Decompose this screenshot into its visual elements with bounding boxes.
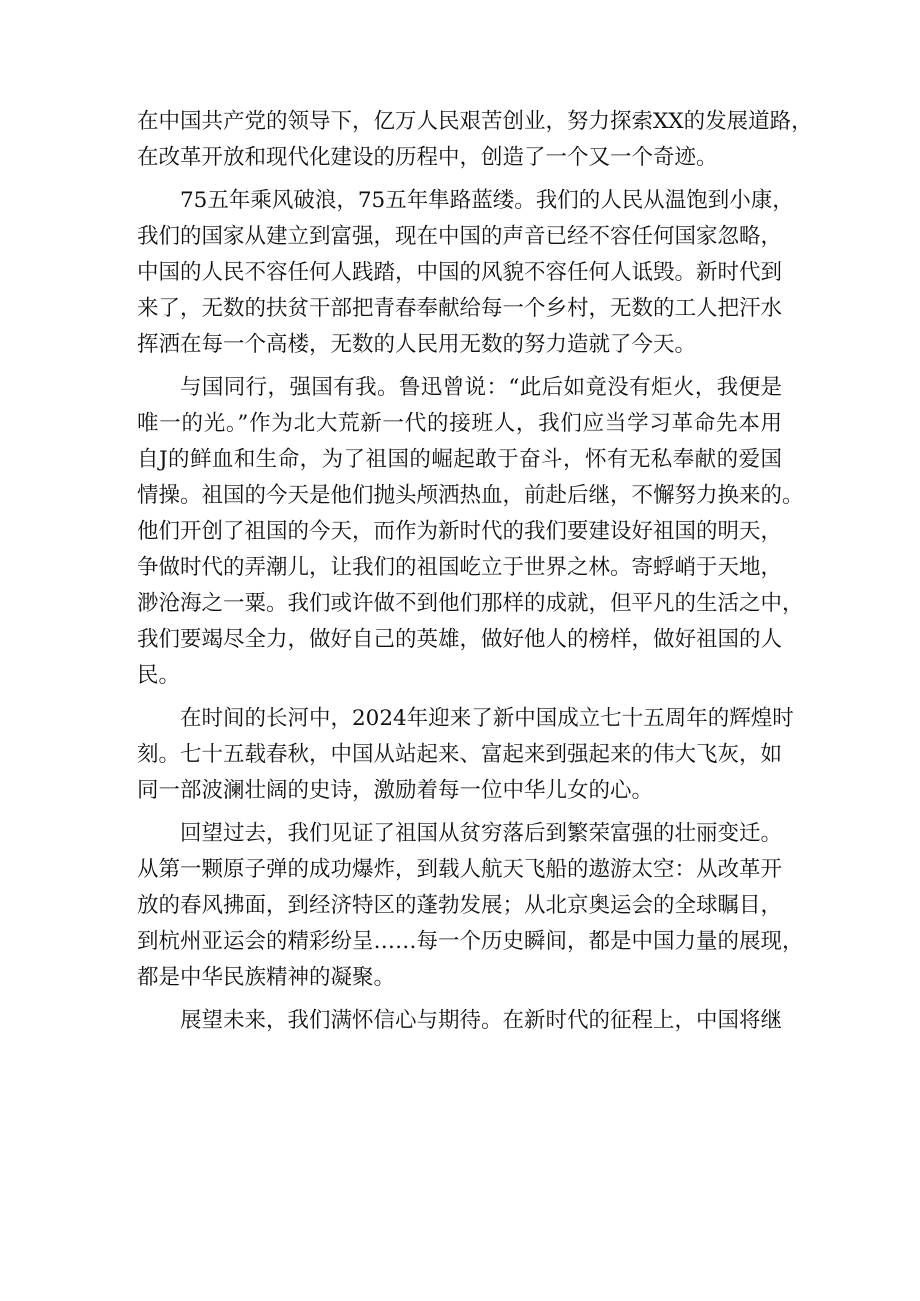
text-line: 展望未来，我们满怀信心与期待。在新时代的征程上，中国将继 <box>180 1008 783 1033</box>
text-line: 同一部波澜壮阔的史诗，激励着每一位中华儿女的心。 <box>137 778 654 803</box>
text-line: 他们开创了祖国的今天，而作为新时代的我们要建设好祖国的明天， <box>137 519 783 544</box>
text-line: 自J的鲜血和生命，为了祖国的崛起敢于奋斗，怀有无私奉献的爱国 <box>137 447 782 472</box>
text-line: 回望过去，我们见证了祖国从贫穷落后到繁荣富强的壮丽变迁。 <box>180 821 783 846</box>
text-line: 刻。七十五载春秋，中国从站起来、富起来到强起来的伟大飞灰，如 <box>137 742 783 767</box>
text-line: 从第一颗原子弹的成功爆炸，到载人航天飞船的遨游太空：从改革开 <box>137 857 783 882</box>
text-line: 情操。祖国的今天是他们抛头颅洒热血，前赴后继，不懈努力换来的。 <box>137 483 804 508</box>
text-line: 到杭州亚运会的精彩纷呈……每一个历史瞬间，都是中国力量的展现， <box>137 929 804 954</box>
text-line: 放的春风拂面，到经济特区的蓬勃发展；从北京奥运会的全球瞩目， <box>137 893 783 918</box>
text-line: 中国的人民不容任何人践踏，中国的风貌不容任何人诋毁。新时代到 <box>137 260 783 285</box>
paragraph-2 <box>0 183 920 363</box>
text-line: 我们要竭尽全力，做好自己的英雄，做好他人的榜样，做好祖国的人 <box>137 627 783 652</box>
paragraph-5 <box>0 816 920 996</box>
text-line: 挥洒在每一个高楼，无数的人民用无数的努力造就了今天。 <box>137 332 697 357</box>
paragraph-6 <box>0 1003 920 1039</box>
text-line: 在中国共产党的领导下，亿万人民艰苦创业，努力探索XX的发展道路， <box>137 109 813 134</box>
text-line: 我们的国家从建立到富强，现在中国的声音已经不容任何国家忽略， <box>137 224 783 249</box>
document-body <box>0 104 920 1039</box>
text-line: 75五年乘风破浪，75五年隼路蓝缕。我们的人民从温饱到小康， <box>180 188 794 213</box>
text-line: 与国同行，强国有我。鲁迅曾说：“此后如竟没有炬火，我便是 <box>180 375 782 400</box>
text-line: 在时间的长河中，2024年迎来了新中国成立七十五周年的辉煌时 <box>180 706 794 731</box>
text-line: 争做时代的弄潮儿，让我们的祖国屹立于世界之林。寄蜉峭于天地， <box>137 555 783 580</box>
paragraph-3 <box>0 370 920 694</box>
text-line: 唯一的光。”作为北大荒新一代的接班人，我们应当学习革命先本用 <box>137 411 782 436</box>
text-line: 都是中华民族精神的凝聚。 <box>137 965 396 990</box>
text-line: 民。 <box>137 663 181 688</box>
text-line: 来了，无数的扶贫干部把青春奉献给每一个乡村，无数的工人把汗水 <box>137 296 783 321</box>
paragraph-4 <box>0 701 920 809</box>
text-line: 在改革开放和现代化建设的历程中，创造了一个又一个奇迹。 <box>137 145 718 170</box>
paragraph-1 <box>0 104 920 176</box>
text-line: 渺沧海之一粟。我们或许做不到他们那样的成就，但平凡的生活之中， <box>137 591 804 616</box>
